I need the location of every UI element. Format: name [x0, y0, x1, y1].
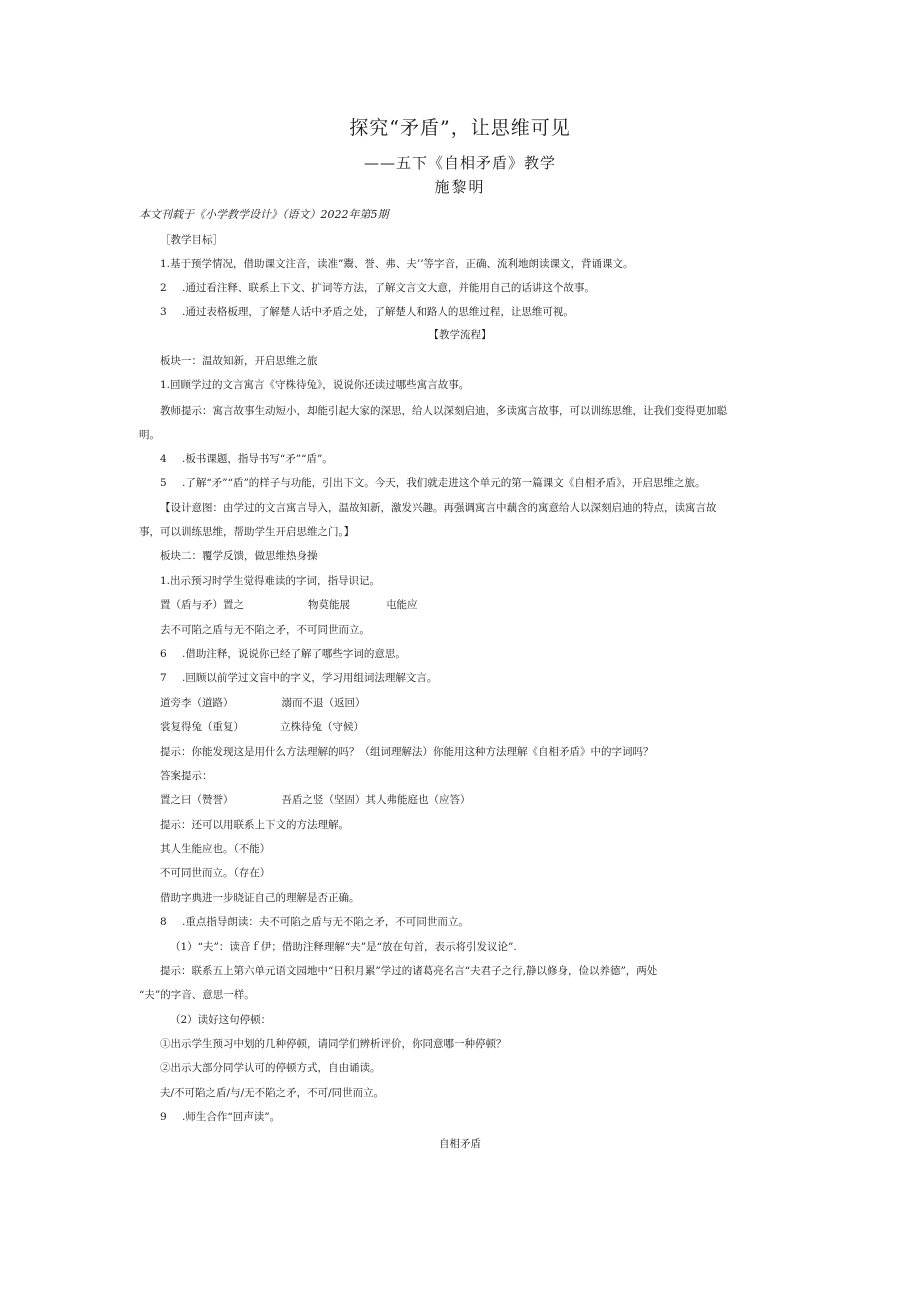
goal-text: .通过看注释、联系上下文、扩词等方法，了解文言文大意，并能用自己的话讲这个故事。 [182, 282, 595, 294]
goal-number: 3 [160, 306, 167, 318]
example-line: 不可同世而立。（存在） [160, 867, 271, 879]
hint-text: 提示：还可以用联系上下文的方法理解。 [160, 819, 349, 831]
step-text: .师生合作“回声读”。 [182, 1111, 281, 1123]
step-number: 4 [160, 453, 167, 465]
word-item: 物莫能展 [308, 599, 350, 611]
answer-item: 置之曰（赞誉） [160, 794, 234, 806]
step-text: .重点指导朗读：夫不可陷之盾与无不陷之矛，不可同世而立。 [182, 916, 469, 928]
step-number: 8 [160, 916, 167, 928]
sub-step: （1）“夫”：读音ｆ伊；借助注释理解“夫”是“放在句首，表示将引发议论”. [170, 941, 517, 953]
hint-text: 提示：联系五上第六单元语文园地中“日积月累”学过的诸葛亮名言“夫君子之行,静以修身，俭以养德”，两处 [160, 965, 658, 977]
flow-step [160, 476, 706, 490]
goals-heading: ［教学目标］ [160, 234, 223, 246]
example-line: 借助字典进一步晓证自己的理解是否正确。 [160, 892, 360, 904]
answer-heading: 答案提示： [160, 770, 213, 782]
word-list [160, 598, 418, 612]
example-item: 道旁李（道路） [160, 697, 234, 709]
step-number: 7 [160, 672, 167, 684]
example-item: 立株待兔（守候） [280, 721, 364, 733]
step-text: .板书课题，指导书写“矛”“盾”。 [182, 453, 333, 465]
example-line: 其人生能应也。（不能） [160, 843, 271, 855]
page-title: 探究“矛盾”，让思维可见 [349, 117, 571, 139]
publication-source: 本文刊载于《小学教学设计》（语文）2022年第5期 [139, 208, 389, 221]
flow-step [160, 1110, 280, 1124]
block-two-heading: 板块二：覆学反馈，做思维热身操 [160, 550, 318, 562]
teacher-tip-cont: 明。 [139, 429, 160, 441]
step-text: .了解“矛”“盾”的样子与功能，引出下文。今天，我们就走进这个单元的第一篇课文《自相矛盾》，开启思维之旅。 [182, 477, 706, 489]
design-intent: 【设计意图：由学过的文言寓言导入，温故知新，激发兴趣。再强调寓言中藕含的寓意给人以深刻启迪的特点，读寓言故 [160, 502, 717, 514]
flow-step: 1.出示预习时学生觉得难读的字词，指导识记。 [160, 575, 381, 587]
hint-text: 提示：你能发现这是用什么方法理解的吗？（组词理解法）你能用这种方法理解《自相矛盾》中的字词吗？ [160, 746, 654, 758]
example-item: 裳复得兔（重复） [160, 721, 244, 733]
step-number: 5 [160, 477, 167, 489]
design-intent-cont: 事，可以训练思维，帮助学生开启思维之门。】 [139, 526, 355, 538]
example-row [160, 696, 366, 710]
key-sentence: 去不可陷之盾与无不陷之矛，不可同世而立。 [160, 624, 370, 636]
goal-number: 2 [160, 282, 167, 294]
teacher-tip: 教师提示：寓言故事生动短小，却能引起大家的深思，给人以深刻启迪，多读寓言故事，可以训练思维，让我们变得更加聪 [160, 405, 727, 417]
goal-item-2 [160, 281, 595, 295]
step-number: 9 [160, 1111, 167, 1123]
example-item: 溺而不退（返回） [281, 697, 366, 709]
step-text: .回顾以前学过文盲中的字义，学习用组词法理解文言。 [182, 672, 438, 684]
flow-step [160, 671, 437, 685]
pause-sentence: 夫/不可陷之盾/与/无不陷之矛，不可/同世而立。 [160, 1087, 385, 1099]
page-subtitle: ——五下《自相矛盾》教学 [363, 154, 556, 172]
circled-step: ②出示大部分同学认可的停顿方式，自由诵读。 [160, 1062, 381, 1074]
step-text: .借助注释，说说你已经了解了哪些字词的意思。 [182, 648, 406, 660]
flow-step: 1.回顾学过的文言寓言《守株待兔》，说说你还读过哪些寓言故事。 [160, 379, 470, 391]
goal-text: .通过表格板理，了解楚人话中矛盾之处，了解楚人和路人的思维过程，让思维可视。 [182, 306, 574, 318]
author-name: 施黎明 [434, 178, 486, 196]
goal-item-3 [160, 305, 574, 319]
footer-label: 自相矛盾 [439, 1138, 481, 1150]
answer-item: 吾盾之竖（坚固）其人弗能庭也（应答） [281, 794, 471, 806]
word-item: 置（盾与矛）置之 [160, 599, 244, 611]
flow-step [160, 915, 469, 929]
answer-row [160, 793, 471, 807]
word-item: 屯能应 [386, 599, 418, 611]
step-number: 6 [160, 648, 167, 660]
hint-text-cont: “夫”的字音、意思一样。 [139, 989, 255, 1001]
example-row [160, 720, 364, 734]
flow-heading: 【教学流程】 [428, 329, 492, 341]
goal-item-1: 1.基于预学情况，借助课文注音，读准”鬻、誉、弗、夫’’等字音，正确、流利地朗读课文，背诵课文。 [160, 258, 634, 270]
block-one-heading: 板块一：温故知新，开启思维之旅 [160, 355, 318, 367]
flow-step [160, 452, 333, 466]
circled-step: ①出示学生预习中划的几种停顿，请同学们辨析评价，你同意哪一种停顿？ [160, 1038, 507, 1050]
sub-step: （2）读好这句停顿： [170, 1014, 272, 1026]
flow-step [160, 647, 406, 661]
